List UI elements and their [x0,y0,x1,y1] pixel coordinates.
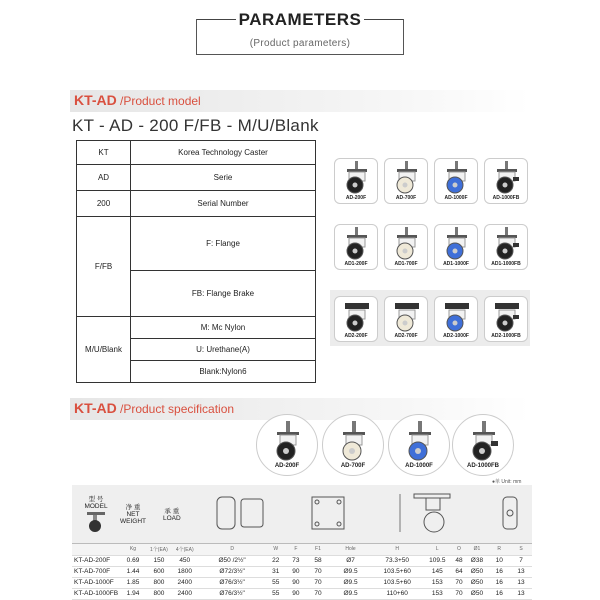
page-subtitle: (Product parameters) [249,38,351,49]
caster-thumbnail [484,158,528,204]
table-cell: 2400 [172,577,198,588]
caster-icon [491,299,523,333]
table-cell: 153 [422,577,452,588]
table-cell: 90 [285,577,307,588]
table-cell: 90 [285,588,307,599]
table-cell: O [452,543,465,555]
table-cell: 200 [77,191,131,217]
table-cell: 10 [488,555,510,566]
table-cell: 153 [422,588,452,599]
table-cell: 55 [267,577,285,588]
table-cell: 13 [510,566,532,577]
model-section-band [70,90,530,112]
table-cell: 1.94 [120,588,146,599]
table-cell: 48 [452,555,465,566]
spec-header-row [72,485,532,543]
load-header-en: LOAD [162,514,181,522]
table-cell: Ø76/3½" [198,588,267,599]
table-cell: 13 [510,588,532,599]
spec-section-code: KT-AD [74,400,117,416]
caster-thumbnail [434,224,478,270]
caster-thumbnail-label: AD-700F [395,195,417,201]
caster-icon [441,161,473,195]
table-cell: Ø38 [466,555,489,566]
caster-icon [341,299,373,333]
table-cell: L [422,543,452,555]
caster-thumbnail [384,224,428,270]
caster-icon [467,421,501,463]
spec-body [72,555,532,599]
table-cell [72,543,120,555]
table-cell: 7 [510,555,532,566]
caster-icon [403,421,437,463]
caster-thumbnail [334,158,378,204]
table-cell: 64 [452,566,465,577]
model-code-string: KT - AD - 200 F/FB - M/U/Blank [72,116,319,135]
table-cell: 73.3+50 [372,555,422,566]
table-cell: KT-AD-700F [72,566,120,577]
table-cell: Ø9.5 [329,577,372,588]
caster-icon [391,299,423,333]
table-cell: 2400 [172,588,198,599]
table-cell: 110+60 [372,588,422,599]
table-cell: 4个(EA) [172,543,198,555]
table-cell: 22 [267,555,285,566]
table-cell: W [267,543,285,555]
model-header [72,485,120,543]
table-cell: Ø9.5 [329,588,372,599]
table-cell: 145 [422,566,452,577]
table-row [77,217,316,271]
model-header-en: MODEL [84,502,108,510]
table-cell: Ø50 [466,588,489,599]
weight-header [120,485,146,543]
caster-icon [271,421,305,463]
table-cell: 1800 [172,566,198,577]
caster-profile-icon [390,490,470,536]
table-cell: Hole [329,543,372,555]
caster-thumbnail-label: AD-200F [345,195,367,201]
table-cell: Korea Technology Caster [131,141,316,165]
table-cell: Ø1 [466,543,489,555]
model-section-code: KT-AD [74,92,117,108]
caster-thumbnail-label: AD-1000F [444,195,468,201]
caster-thumbnail-label: AD2-700F [394,333,418,339]
table-row [77,317,316,339]
table-row [72,555,532,566]
table-cell: R [488,543,510,555]
table-cell: H [372,543,422,555]
table-cell: 90 [285,566,307,577]
caster-diagram-icon [81,510,111,532]
table-cell: 70 [307,566,329,577]
caster-thumbnail-label: AD1-1000F [443,261,469,267]
table-cell: 800 [146,588,172,599]
table-cell: Ø50 [466,566,489,577]
table-cell: 13 [510,577,532,588]
table-cell: 600 [146,566,172,577]
table-cell: S [510,543,532,555]
unit-note: ●单 Unit: mm [492,479,522,485]
spec-photo-label: AD-1000FB [466,463,499,469]
spec-table [72,485,532,600]
caster-icon [491,227,523,261]
caster-icon [491,161,523,195]
table-cell: 0.69 [120,555,146,566]
table-cell: Ø72/3½" [198,566,267,577]
table-cell: 16 [488,577,510,588]
table-cell: AD [77,165,131,191]
table-row [77,191,316,217]
table-cell: 109.5 [422,555,452,566]
table-cell: F/FB [77,217,131,317]
spec-subheader-row [72,543,532,555]
caster-thumbnail [484,296,528,342]
brake-dimension-diagram [488,485,532,543]
caster-thumbnail [384,158,428,204]
weight-header-cn: 净 重 [125,504,141,512]
table-cell: KT [77,141,131,165]
caster-thumbnail [384,296,428,342]
caster-icon [441,227,473,261]
spec-photo-label: AD-200F [274,463,300,469]
table-row [77,141,316,165]
top-plate-icon [298,491,358,535]
table-cell: 70 [307,588,329,599]
table-cell: KT-AD-200F [72,555,120,566]
spec-photo [388,414,450,476]
spec-photo [256,414,318,476]
table-cell: 70 [452,577,465,588]
caster-icon [391,161,423,195]
table-cell: 1个(EA) [146,543,172,555]
table-cell: F [285,543,307,555]
caster-thumbnail-label: AD2-1000FB [491,333,521,339]
caster-thumbnail [334,224,378,270]
table-cell: U: Urethane(A) [131,339,316,361]
plate-dimension-diagram [285,485,372,543]
table-cell: M: Mc Nylon [131,317,316,339]
table-cell: 150 [146,555,172,566]
caster-thumbnail-label: AD2-200F [344,333,368,339]
spec-photo-label: AD-700F [340,463,366,469]
load-header-cn: 承 重 [164,507,180,515]
table-cell: 31 [267,566,285,577]
weight-header-en: NET WEIGHT [120,511,146,526]
caster-icon [441,299,473,333]
model-section-label: /Product model [120,94,201,108]
table-cell: KT-AD-1000F [72,577,120,588]
caster-thumbnail-label: AD2-1000F [443,333,469,339]
table-cell: Kg [120,543,146,555]
table-cell: F: Flange [131,217,316,271]
table-cell: D [198,543,267,555]
spec-photo [322,414,384,476]
table-cell: 450 [172,555,198,566]
table-cell: 70 [452,588,465,599]
table-row [77,165,316,191]
table-cell: 1.85 [120,577,146,588]
table-row [72,577,532,588]
caster-thumbnail-label: AD1-200F [344,261,368,267]
table-cell: Ø9.5 [329,566,372,577]
table-cell: Serial Number [131,191,316,217]
caster-thumbnail-label: AD1-1000FB [491,261,521,267]
table-cell: 55 [267,588,285,599]
table-cell: KT-AD-1000FB [74,590,119,597]
table-cell: FB: Flange Brake [131,271,316,317]
wheel-side-view-icon [211,491,271,535]
table-cell: 800 [146,577,172,588]
table-cell: 16 [488,588,510,599]
caster-thumbnail [434,296,478,342]
table-row [72,566,532,577]
caster-thumbnail [484,224,528,270]
caster-thumbnail [434,158,478,204]
table-cell: Ø50 /2½" [198,555,267,566]
caster-icon [341,227,373,261]
table-cell: 58 [307,555,329,566]
table-cell: M/U/Blank [77,317,131,383]
caster-thumbnail-label: AD1-700F [394,261,418,267]
table-cell: 103.5+60 [372,577,422,588]
table-cell: Ø7 [329,555,372,566]
table-row [72,588,532,599]
table-cell: Serie [131,165,316,191]
table-cell: Blank:Nylon6 [131,361,316,383]
load-header [146,485,198,543]
table-cell: Ø50 [466,577,489,588]
table-cell: 1.44 [120,566,146,577]
table-cell: 73 [285,555,307,566]
spec-section-label: /Product specification [120,402,235,416]
caster-thumbnail [334,296,378,342]
page-title: PARAMETERS [238,10,362,29]
model-table [76,140,316,383]
table-cell: 103.5+60 [372,566,422,577]
spec-photo-label: AD-1000F [405,463,433,469]
caster-icon [391,227,423,261]
spec-photo [452,414,514,476]
height-dimension-diagram [372,485,488,543]
caster-icon [337,421,371,463]
table-cell: F1 [307,543,329,555]
table-cell: Ø76/3½" [198,577,267,588]
caster-icon [341,161,373,195]
table-cell: 16 [488,566,510,577]
model-header-cn: 型 号 [88,495,104,503]
wheel-dimension-diagram [198,485,285,543]
caster-thumbnail-label: AD-1000FB [492,195,520,201]
table-cell: 70 [307,577,329,588]
wheel-front-view-icon [495,493,525,533]
